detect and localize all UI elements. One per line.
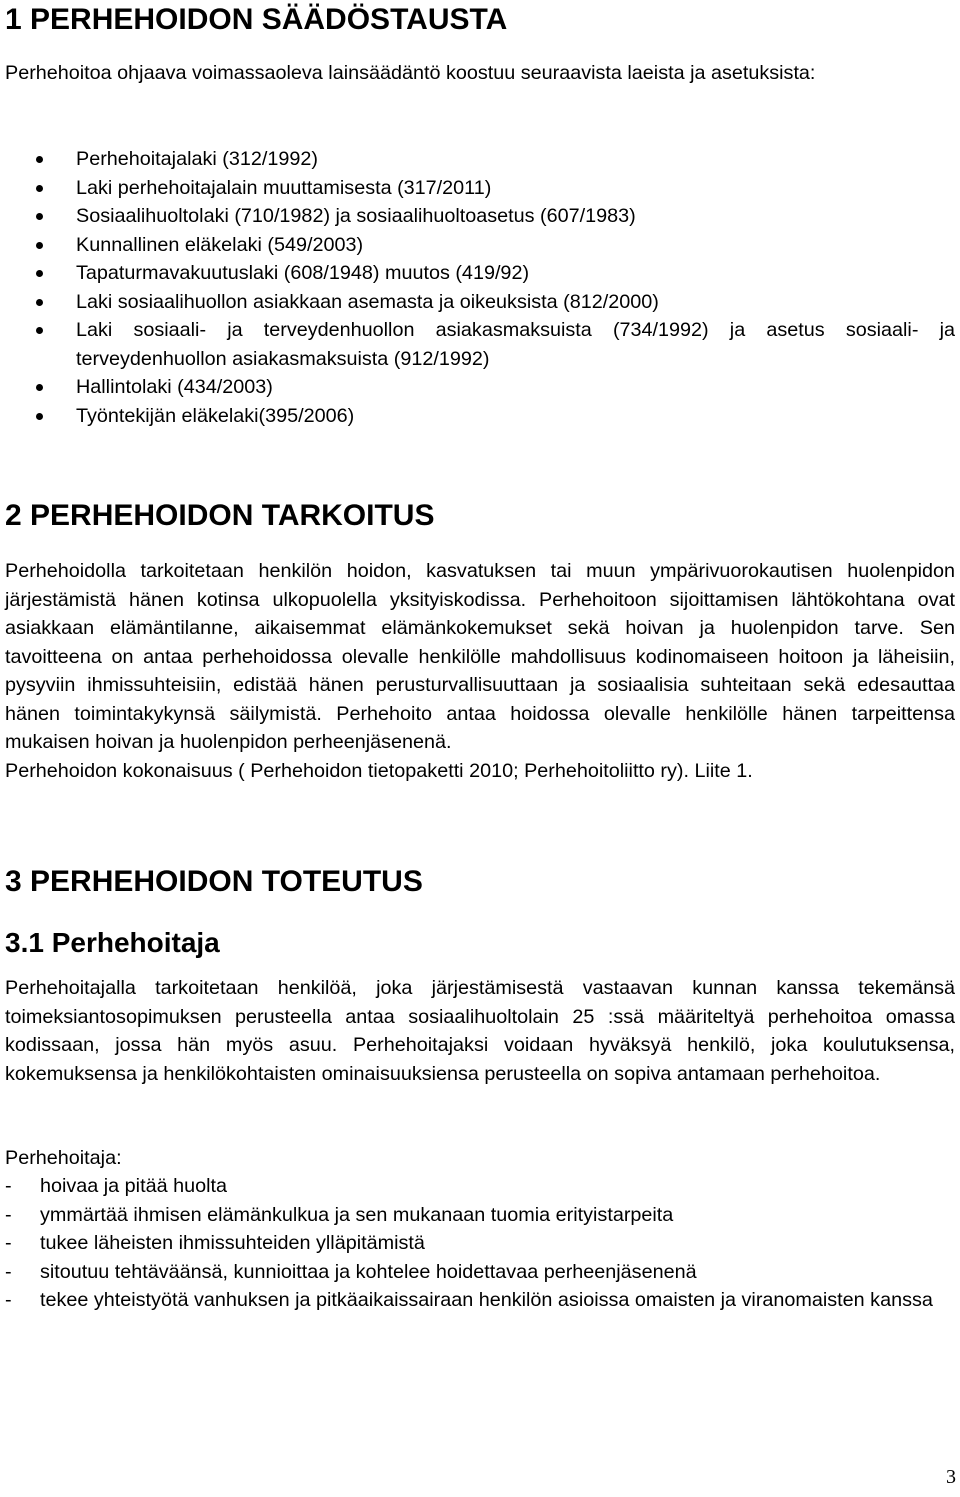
task-list-item — [5, 1258, 955, 1287]
law-text: Työntekijän eläkelaki(395/2006) — [76, 404, 355, 427]
law-text: Perhehoitajalaki (312/1992) — [76, 148, 318, 170]
law-list-item — [5, 316, 955, 373]
dash-icon: - — [5, 1260, 12, 1283]
bullet-icon — [36, 270, 43, 277]
law-text: Laki sosiaali- ja terveydenhuollon asiakasmaksuista (734/1992) ja asetus sosiaali- ja terveydenhuollon asiakasmaksuista (912/1992) — [76, 319, 955, 370]
dash-icon: - — [5, 1175, 12, 1197]
page-number: 3 — [946, 1466, 956, 1488]
law-text: Sosiaalihuoltolaki (710/1982) ja sosiaalihuoltoasetus (607/1983) — [76, 205, 636, 227]
law-list-item — [5, 259, 955, 288]
section-3-1-heading: 3.1 Perhehoitaja — [5, 927, 220, 958]
section-2-heading: 2 PERHEHOIDON TARKOITUS — [5, 499, 435, 532]
section-3-1-body: Perhehoitajalla tarkoitetaan henkilöä, joka järjestämisestä vastaavan kunnan kanssa tekemänsä toimeksiantosopimuksen perusteella antaa sosiaalihuoltolain 25 :ssä määriteltyä perhehoitoa omassa kodissaan, jossa hän myös asuu. Perhehoitajaksi voidaan hyväksyä henkilö, joka koulutuksensa, kokemuksensa ja henkilökohtaisten ominaisuuksiensa perusteella on sopiva antamaan perhehoitoa. — [5, 977, 955, 1085]
law-list-item — [5, 288, 955, 317]
bullet-icon — [36, 413, 43, 420]
law-text: Tapaturmavakuutuslaki (608/1948) muutos (419/92) — [76, 262, 530, 284]
task-list-item — [5, 1286, 955, 1315]
task-text: ymmärtää ihmisen elämänkulkua ja sen mukanaan tuomia erityistarpeita — [40, 1203, 674, 1226]
law-text: Laki perhehoitajalain muuttamisesta (317/2011) — [76, 176, 492, 199]
tasks-title: Perhehoitaja: — [5, 1147, 122, 1169]
dash-icon: - — [5, 1289, 12, 1311]
bullet-icon — [36, 384, 43, 391]
task-text: hoivaa ja pitää huolta — [40, 1175, 227, 1197]
section-2-body: Perhehoidolla tarkoitetaan henkilön hoidon, kasvatuksen tai muun ympärivuorokautisen huolenpidon järjestämistä hänen kotinsa ulkopuolella yksityiskodissa. Perhehoitoon sijoittamisen lähtökohtana ovat asiakkaan elämäntilanne, aikaisemmat elämänkokemukset sekä hoivan ja huolenpidon tarve. Sen tavoitteena on antaa perhehoidossa olevalle henkilölle mahdollisuus kodinomaiseen hoitoon ja läheisiin, pysyviin ihmissuhteisiin, edistää hänen perusturvallisuuttaan ja sosiaalisia suhteitaan sekä edesauttaa hänen toimintakykynsä säilymistä. Perhehoito antaa hoidossa olevalle henkilölle hänen tarpeittensa mukaisen hoivan ja huolenpidon perheenjäsenenä. — [5, 560, 955, 753]
law-text: Laki sosiaalihuollon asiakkaan asemasta ja oikeuksista (812/2000) — [76, 290, 659, 313]
task-list — [5, 1172, 955, 1315]
bullet-icon — [36, 327, 43, 334]
law-text: Kunnallinen eläkelaki (549/2003) — [76, 233, 364, 256]
task-list-item — [5, 1229, 955, 1258]
bullet-icon — [36, 213, 43, 220]
task-text: sitoutuu tehtäväänsä, kunnioittaa ja kohtelee hoidettavaa perheenjäsenenä — [40, 1260, 697, 1283]
bullet-icon — [36, 185, 43, 192]
law-list-item — [5, 202, 955, 231]
bullet-icon — [36, 156, 43, 163]
dash-icon: - — [5, 1232, 12, 1254]
bullet-icon — [36, 242, 43, 249]
dash-icon: - — [5, 1203, 12, 1226]
bullet-icon — [36, 299, 43, 306]
law-list-item — [5, 145, 955, 174]
section-1-intro: Perhehoitoa ohjaava voimassaoleva lainsäädäntö koostuu seuraavista laeista ja asetuksista: — [5, 62, 816, 84]
section-2-content — [5, 557, 955, 785]
law-list-item — [5, 174, 955, 203]
law-list — [5, 145, 955, 430]
task-list-item — [5, 1201, 955, 1230]
law-list-item — [5, 402, 955, 431]
section-1-heading: 1 PERHEHOIDON SÄÄDÖSTAUSTA — [5, 3, 508, 36]
task-text: tukee läheisten ihmissuhteiden ylläpitämistä — [40, 1232, 425, 1254]
section-3-heading: 3 PERHEHOIDON TOTEUTUS — [5, 865, 423, 898]
law-list-item — [5, 373, 955, 402]
law-list-item — [5, 231, 955, 260]
section-2-note: Perhehoidon kokonaisuus ( Perhehoidon tietopaketti 2010; Perhehoitoliitto ry). Liite 1. — [5, 759, 753, 782]
task-list-item — [5, 1172, 955, 1201]
law-text: Hallintolaki (434/2003) — [76, 376, 273, 398]
task-text: tekee yhteistyötä vanhuksen ja pitkäaikaissairaan henkilön asioissa omaisten ja viranomaisten kanssa — [40, 1289, 933, 1311]
